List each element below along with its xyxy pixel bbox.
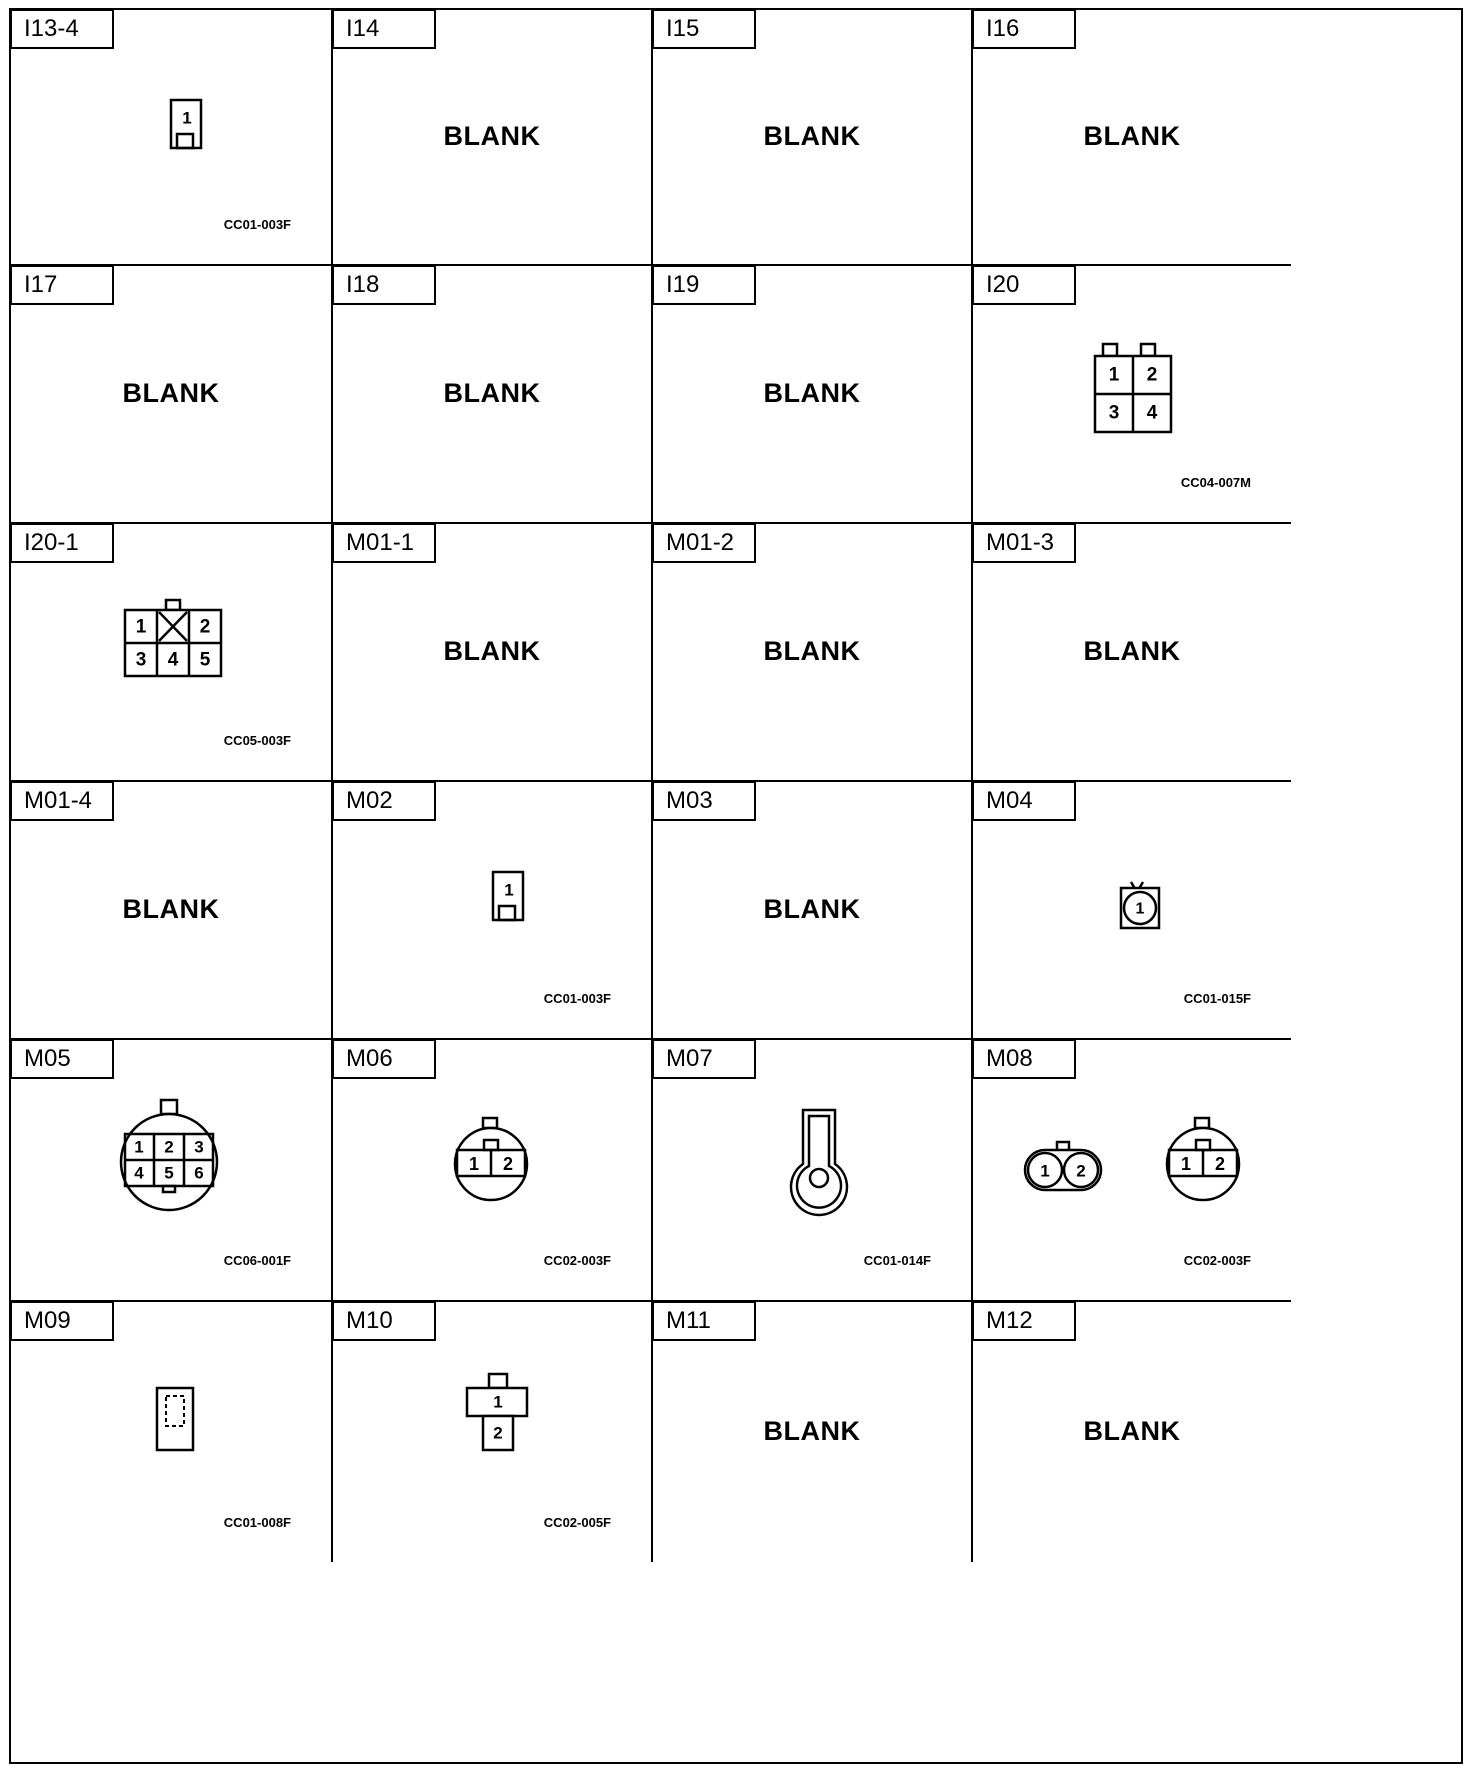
connector-latch (1141, 344, 1155, 356)
blank-text: BLANK (122, 377, 220, 408)
pin-number: 2 (1214, 1154, 1226, 1174)
connector-id-label: M01-2 (652, 523, 756, 563)
connector-id-label: M07 (652, 1039, 756, 1079)
blank-text: BLANK (443, 377, 541, 408)
connector-cell (333, 524, 653, 782)
part-code: CC01-015F (1183, 991, 1251, 1006)
part-code: CC01-008F (223, 1515, 291, 1530)
connector-cell (333, 10, 653, 266)
pin-number: 2 (493, 1423, 503, 1443)
blank-text: BLANK (443, 635, 541, 666)
pin-number: 2 (1076, 1161, 1086, 1181)
pin-number: 3 (1108, 402, 1120, 424)
pin-number: 1 (504, 880, 514, 900)
connector-id-label: M12 (972, 1301, 1076, 1341)
pin-number: 4 (134, 1163, 144, 1183)
blank-text: BLANK (122, 893, 220, 924)
pin-number: 5 (199, 649, 211, 671)
pin-number: 1 (134, 1137, 144, 1157)
connector-id-label: M02 (332, 781, 436, 821)
connector-cell (333, 1040, 653, 1302)
part-code: CC06-001F (223, 1253, 291, 1268)
blank-text: BLANK (763, 377, 861, 408)
part-code: CC01-014F (863, 1253, 931, 1268)
connector-diagram (11, 1302, 333, 1562)
connector-cell (11, 782, 333, 1040)
blank-text: BLANK (763, 120, 861, 151)
connector-cell (973, 782, 1291, 1040)
connector-diagram (11, 10, 333, 266)
connector-cell (973, 524, 1291, 782)
connector-id-label: M01-4 (10, 781, 114, 821)
connector-latch (166, 600, 180, 610)
pin-number: 4 (1146, 402, 1158, 424)
connector-diagram (333, 1302, 653, 1562)
connector-id-label: M09 (10, 1301, 114, 1341)
connector-diagram (973, 782, 1291, 1040)
pin-number: 1 (1135, 900, 1145, 918)
connector-id-label: I20-1 (10, 523, 114, 563)
pin-number: 2 (1146, 364, 1158, 386)
pin-number: 1 (468, 1154, 480, 1174)
blank-text: BLANK (1083, 120, 1181, 151)
ring-terminal-body (791, 1110, 847, 1215)
connector-id-label: M11 (652, 1301, 756, 1341)
connector-cell (973, 266, 1291, 524)
connector-latch (161, 1100, 177, 1114)
connector-cell (653, 524, 973, 782)
blank-text: BLANK (763, 1415, 861, 1446)
connector-id-label: I19 (652, 265, 756, 305)
connector-cell (11, 524, 333, 782)
pin-number: 1 (1108, 364, 1120, 386)
connector-cell (11, 266, 333, 524)
connector-cell (973, 1040, 1291, 1302)
connector-latch (489, 1374, 507, 1388)
connector-id-label: I20 (972, 265, 1076, 305)
connector-id-label: M08 (972, 1039, 1076, 1079)
connector-id-label: I13-4 (10, 9, 114, 49)
pin-number: 1 (135, 616, 147, 638)
pin-number: 1 (1040, 1161, 1050, 1181)
connector-id-label: M06 (332, 1039, 436, 1079)
connector-cell (333, 782, 653, 1040)
blank-text: BLANK (1083, 635, 1181, 666)
pin-number: 1 (182, 108, 192, 128)
connector-latch (1195, 1118, 1209, 1128)
connector-diagram (333, 1040, 653, 1302)
pin-number: 2 (502, 1154, 514, 1174)
connector-cell (333, 1302, 653, 1562)
connector-cell (653, 1040, 973, 1302)
connector-cell (653, 782, 973, 1040)
connector-diagram (973, 266, 1291, 524)
connector-diagram (11, 1040, 333, 1302)
connector-id-label: M03 (652, 781, 756, 821)
connector-cell (653, 1302, 973, 1562)
pin-number: 1 (1180, 1154, 1192, 1174)
blank-text: BLANK (763, 635, 861, 666)
pin-number: 2 (164, 1137, 174, 1157)
part-code: CC01-003F (223, 217, 291, 232)
part-code: CC02-003F (543, 1253, 611, 1268)
connector-id-label: M01-3 (972, 523, 1076, 563)
connector-diagram (973, 1040, 1291, 1302)
connector-cell (653, 10, 973, 266)
connector-id-label: I18 (332, 265, 436, 305)
connector-diagram (333, 782, 653, 1040)
connector-latch (483, 1118, 497, 1128)
connector-cell (653, 266, 973, 524)
connector-cell (11, 10, 333, 266)
connector-housing (121, 1114, 217, 1210)
pin-number: 2 (199, 616, 211, 638)
part-code: CC01-003F (543, 991, 611, 1006)
connector-grid (9, 8, 1463, 1764)
connector-id-label: I14 (332, 9, 436, 49)
connector-diagram (653, 1040, 973, 1302)
blank-text: BLANK (763, 893, 861, 924)
connector-cell (11, 1040, 333, 1302)
pin-number: 6 (194, 1163, 204, 1183)
connector-id-label: I16 (972, 9, 1076, 49)
connector-cell (973, 10, 1291, 266)
connector-diagram (11, 524, 333, 782)
connector-latch (1103, 344, 1117, 356)
blank-text: BLANK (443, 120, 541, 151)
part-code: CC04-007M (1180, 475, 1251, 490)
connector-cell (973, 1302, 1291, 1562)
part-code: CC02-003F (1183, 1253, 1251, 1268)
connector-cell (333, 266, 653, 524)
pin-number: 1 (493, 1392, 503, 1412)
pin-number: 3 (194, 1137, 204, 1157)
connector-id-label: M10 (332, 1301, 436, 1341)
connector-id-label: M01-1 (332, 523, 436, 563)
blank-text: BLANK (1083, 1415, 1181, 1446)
connector-id-label: I17 (10, 265, 114, 305)
pin-number: 4 (167, 649, 179, 671)
connector-id-label: M04 (972, 781, 1076, 821)
part-code: CC02-005F (543, 1515, 611, 1530)
connector-cell (11, 1302, 333, 1562)
connector-id-label: M05 (10, 1039, 114, 1079)
part-code: CC05-003F (223, 733, 291, 748)
connector-housing (157, 1388, 193, 1450)
connector-id-label: I15 (652, 9, 756, 49)
pin-number: 3 (135, 649, 147, 671)
pin-number: 5 (164, 1163, 174, 1183)
